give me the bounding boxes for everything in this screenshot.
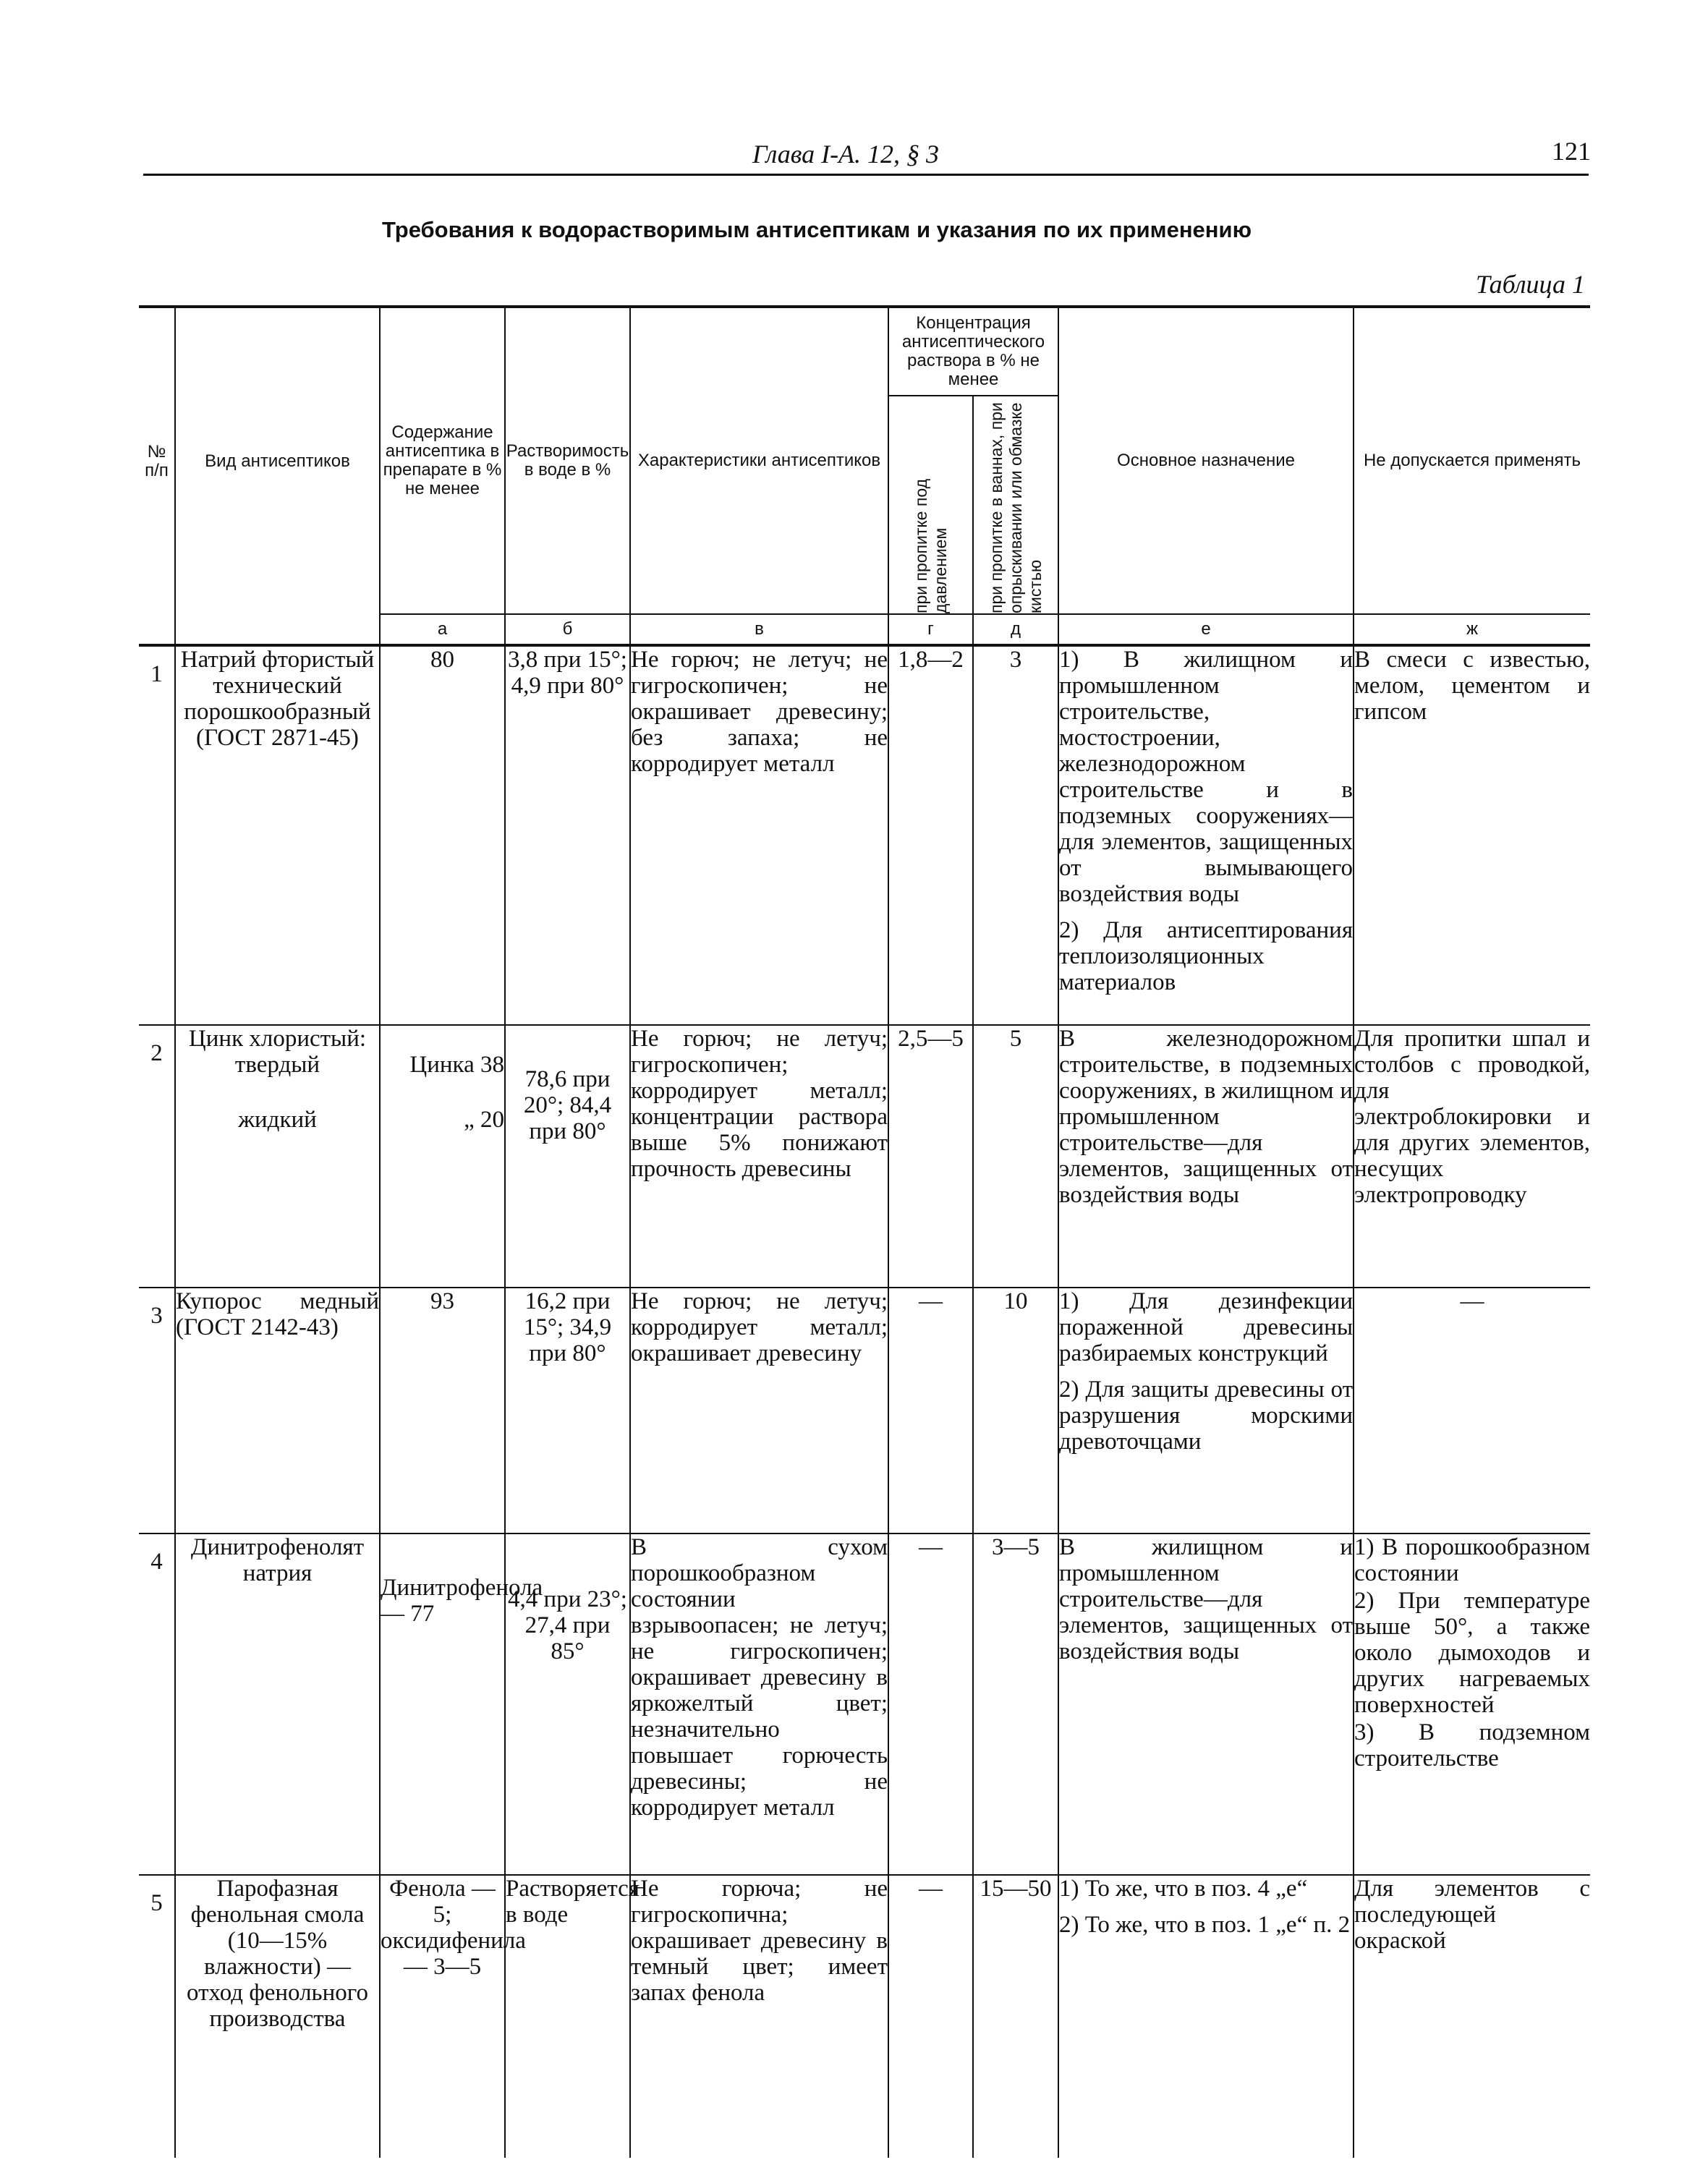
table-title: Требования к водорастворимым антисептикам и указания по их применению [382,217,1252,242]
antiseptic-content: Динитрофенола— 77 [380,1533,505,1875]
table-label: Таблица 1 [1475,270,1585,299]
col-header-not-allowed: Не допускается применять [1354,307,1590,614]
antiseptic-content: 80 [380,645,505,1025]
letter-g: г [888,614,973,645]
letter-b: б [505,614,630,645]
page-number: 121 [1552,137,1591,166]
purpose-cell [1058,1875,1354,2158]
not-allowed-cell: Для элементов с последующей окраской [1354,1876,1590,1954]
header-row [139,307,1590,396]
antiseptic-characteristics: В сухом порошкообразном состоянии взрывоопасен; не летуч; не гигроскопичен; окрашивает древесину в яркожелтый цвет; незначительно повышает горючесть древесины; не корродирует металл [630,1533,888,1875]
letter-zh: ж [1354,614,1590,645]
running-header: Глава I-A. 12, § 3 [752,140,940,169]
conc-bath-value: 3—5 [973,1533,1058,1875]
purpose-item: 2) Для антисептирования теплоизоляционных материалов [1059,917,1353,995]
antiseptic-kind: Парофазная фенольная смола (10—15% влажности) — отход фенольного производства [175,1875,380,2158]
conc-pressure-value: 1,8—2 [888,645,973,1025]
antiseptic-content: 93 [380,1288,505,1533]
col-header-conc-bath [973,396,1058,614]
purpose-cell [1058,645,1354,1025]
conc-bath-label: при пропитке в ваннах, при опрыскивании или обмазке кистью [986,402,1045,613]
table-row [139,645,1590,1025]
col-header-solubility: Растворимость в воде в % [505,307,630,614]
conc-pressure-value: — [888,1875,973,2158]
antiseptic-solubility: 3,8 при 15°; 4,9 при 80° [505,645,630,1025]
content-liquid: „ 20 [464,1107,504,1133]
row-number: 5 [139,1875,175,2158]
antiseptic-kind-solid: твердый [234,1052,320,1078]
antiseptic-solubility: 4,4 при 23°; 27,4 при 85° [505,1533,630,1875]
purpose-item: 1) В жилищном и промышленном строительстве, мостостроении, железнодорожном строительстве и в подземных сооружениях—для элементов, защищенных от вымывающего воздействия воды [1059,647,1353,907]
antiseptic-kind: Купорос медный (ГОСТ 2142-43) [175,1288,380,1533]
antiseptic-characteristics: Не горюч; не летуч; гигроскопичен; корродирует металл; концентрации раствора выше 5% понижают прочность древесины [630,1025,888,1288]
col-header-kind: Вид антисептиков [175,307,380,614]
letter-v: в [630,614,888,645]
col-header-conc-pressure [888,396,973,614]
conc-bath-value: 10 [973,1288,1058,1533]
row-number: 2 [139,1025,175,1288]
conc-pressure-label: при пропитке под давлением [911,478,950,613]
table-row [139,1288,1590,1533]
not-allowed-cell: Для пропитки шпал и столбов с проводкой, для электроблокировки и для других элементов, несущих электропроводку [1354,1025,1590,1288]
table-row [139,1025,1590,1288]
antiseptics-table [139,305,1590,2158]
col-header-purpose: Основное назначение [1058,307,1354,614]
table-row [139,1875,1590,2158]
row-number: 4 [139,1533,175,1875]
antiseptic-content [380,1025,505,1288]
content-solid: Цинка 38 [409,1052,504,1078]
row-number: 1 [139,645,175,1025]
purpose-item: 1) То же, что в поз. 4 „е“ [1059,1876,1308,1902]
letter-blank-num [139,614,175,645]
purpose-cell: В жилищном и промышленном строительстве—для элементов, защищенных от воздействия воды [1058,1533,1354,1875]
purpose-item: 2) То же, что в поз. 1 „е“ п. 2 [1059,1912,1351,1938]
antiseptic-solubility: 16,2 при 15°; 34,9 при 80° [505,1288,630,1533]
purpose-cell [1058,1288,1354,1533]
col-header-num: № п/п [139,307,175,614]
letter-blank-kind [175,614,380,645]
antiseptic-characteristics: Не горюч; не летуч; корродирует металл; окрашивает древесину [630,1288,888,1533]
letter-e: е [1058,614,1354,645]
conc-pressure-value: — [888,1533,973,1875]
not-allowed-cell: В смеси с известью, мелом, цементом и гипсом [1354,645,1590,1025]
not-allowed-item: 1) В порошкообразном состоянии [1354,1534,1590,1586]
conc-bath-value: 3 [973,645,1058,1025]
antiseptic-solubility: Растворяется в воде [505,1875,630,2158]
antiseptic-characteristics: Не горюча; не гигроскопична; окрашивает древесину в темный цвет; имеет запах фенола [630,1875,888,2158]
col-header-characteristics: Характеристики антисептиков [630,307,888,614]
purpose-item: 1) Для дезинфекции пораженной древесины разбираемых конструкций [1059,1288,1353,1366]
row-number: 3 [139,1288,175,1533]
antiseptic-kind-liquid: жидкий [238,1107,317,1133]
antiseptic-kind [175,1025,380,1288]
antiseptic-content: Фенола — 5; оксидифенила— 3—5 [380,1875,505,2158]
conc-pressure-value: — [888,1288,973,1533]
not-allowed-cell: — [1354,1288,1590,1533]
table-row [139,1533,1590,1875]
conc-bath-value: 15—50 [973,1875,1058,2158]
header-rule [143,174,1589,176]
not-allowed-item: 3) В подземном строительстве [1354,1719,1590,1771]
antiseptic-solubility: 78,6 при 20°; 84,4 при 80° [505,1025,630,1288]
letter-a: а [380,614,505,645]
antiseptic-kind: Натрий фтористый технический порошкообразный (ГОСТ 2871-45) [175,645,380,1025]
col-header-content: Содержание антисептика в препарате в % не менее [380,307,505,614]
letter-row [139,614,1590,645]
col-header-concentration: Концентрация антисептического раствора в % не менее [888,307,1058,396]
antiseptic-kind-title: Цинк хлористый: [188,1026,367,1052]
not-allowed-cell [1354,1533,1590,1875]
purpose-item: 2) Для защиты древесины от разрушения морскими древоточцами [1059,1377,1353,1455]
letter-d: д [973,614,1058,645]
purpose-cell: В железнодорожном строительстве, в подземных сооружениях, в жилищном и промышленном строительстве—для элементов, защищенных от воздействия воды [1058,1025,1354,1288]
not-allowed-item: 2) При температуре выше 50°, а также около дымоходов и других нагреваемых поверхностей [1354,1588,1590,1718]
conc-bath-value: 5 [973,1025,1058,1288]
antiseptic-kind: Динитрофенолят натрия [175,1533,380,1875]
antiseptic-characteristics: Не горюч; не летуч; не гигроскопичен; не окрашивает древесину; без запаха; не корродирует металл [630,645,888,1025]
conc-pressure-value: 2,5—5 [888,1025,973,1288]
